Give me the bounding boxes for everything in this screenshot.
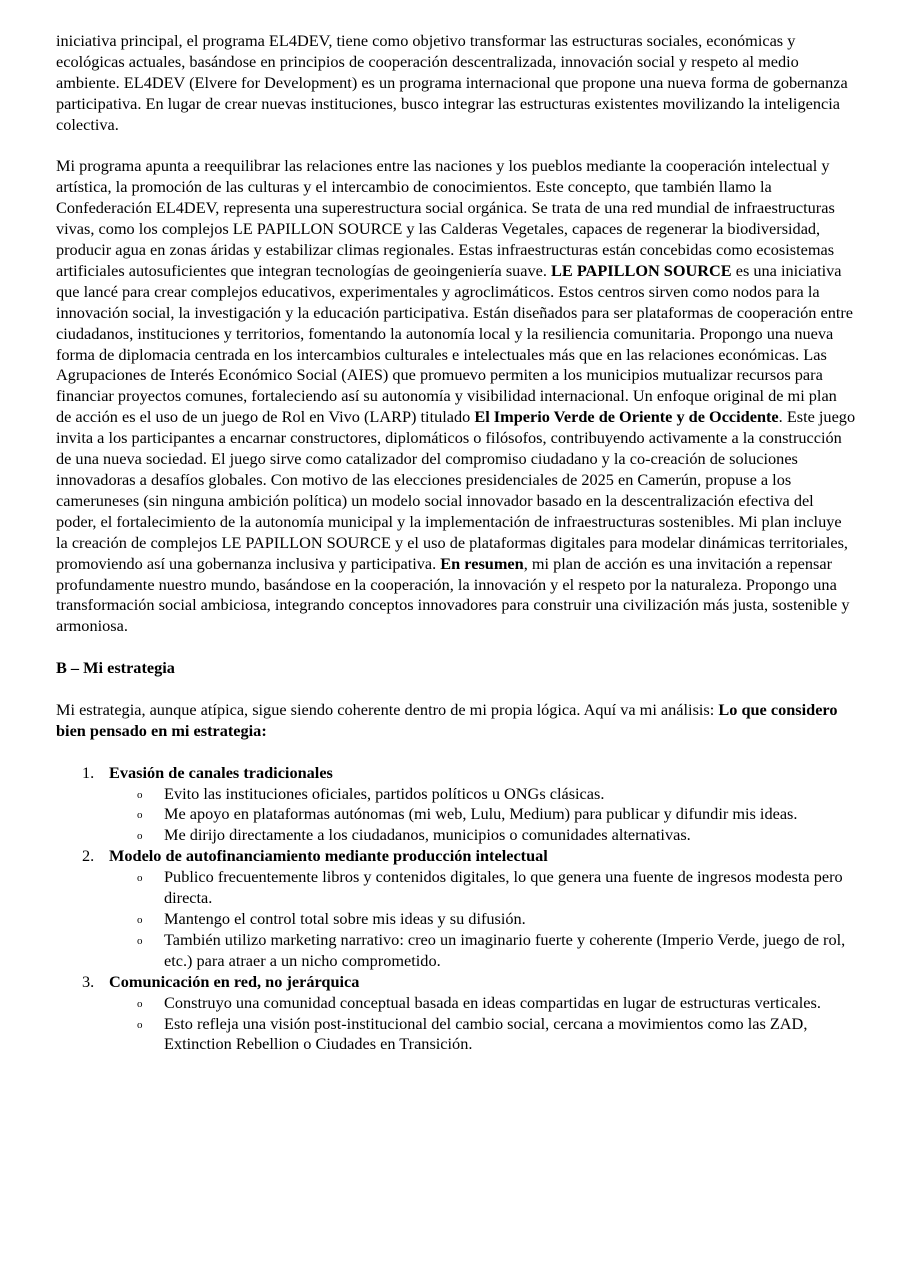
- strategy-list: [56, 763, 856, 1056]
- item-title: Modelo de autofinanciamiento mediante producción intelectual: [109, 846, 548, 866]
- bold-run: LE PAPILLON SOURCE: [551, 260, 732, 280]
- bullet-icon: o: [137, 934, 143, 947]
- sub-list-item: [109, 993, 856, 1014]
- sub-list-text: También utilizo marketing narrativo: creo un imaginario fuerte y coherente (Imperio Verde, juego de rol, etc.) para atraer a un nicho comprometido.: [164, 929, 846, 970]
- sub-list-text: Evito las instituciones oficiales, partidos políticos u ONGs clásicas.: [164, 783, 605, 803]
- strategy-intro: [56, 700, 856, 742]
- spacer: [56, 679, 856, 700]
- spacer: [56, 742, 856, 763]
- spacer: [56, 136, 856, 157]
- sub-list: [109, 993, 856, 1056]
- bullet-icon: o: [137, 997, 143, 1010]
- text-run: iniciativa principal, el programa EL4DEV, tiene como objetivo transformar las estructuras sociales, económicas y ecológicas actuales, basándose en principios de cooperación descentralizada, innovación social y respeto al medio ambiente. EL4DEV (Elvere for Development) es un programa internacional que propone una nueva forma de gobernanza participativa. En lugar de crear nuevas instituciones, busco integrar las estructuras existentes movilizando la inteligencia colectiva.: [56, 31, 848, 134]
- sub-list-item: [109, 867, 856, 909]
- sub-list: [109, 784, 856, 847]
- bullet-icon: o: [137, 872, 143, 885]
- body-paragraphs: [56, 31, 856, 637]
- sub-list-item: [109, 909, 856, 930]
- strategy-intro-bold: Lo que considero bien pensado en mi estrategia:: [56, 699, 838, 740]
- strategy-intro-text: Mi estrategia, aunque atípica, sigue siendo coherente dentro de mi propia lógica. Aquí va mi análisis:: [56, 699, 719, 719]
- item-title: Evasión de canales tradicionales: [109, 762, 333, 782]
- bullet-icon: o: [137, 830, 143, 843]
- bullet-icon: o: [137, 809, 143, 822]
- bullet-icon: o: [137, 914, 143, 926]
- text-run: , mi plan de acción es una invitación a repensar profundamente nuestro mundo, basándose en la cooperación, la innovación y el respeto por la naturaleza. Propongo una transformación social ambiciosa, integrando conceptos innovadores para construir una civilización más justa, sostenible y armoniosa.: [56, 553, 850, 636]
- text-run: Mi programa apunta a reequilibrar las relaciones entre las naciones y los pueblos mediante la cooperación intelectual y artística, la promoción de las culturas y el intercambio de conocimientos. Este concepto, que también llamo la Confederación EL4DEV, representa una superestructura social orgánica. Se trata de una red mundial de infraestructuras vivas, como los complejos LE PAPILLON SOURCE y las Calderas Vegetales, capaces de regenerar la biodiversidad, producir agua en zonas áridas y estabilizar climas regionales. Estas infraestructuras están concebidas como ecosistemas artificiales autosuficientes que integran tecnologías de geoingeniería suave.: [56, 156, 835, 280]
- bold-run: El Imperio Verde de Oriente y de Occidente: [474, 407, 779, 427]
- sub-list-text: Me apoyo en plataformas autónomas (mi web, Lulu, Medium) para publicar y difundir mis ideas.: [164, 804, 798, 824]
- item-number: 3.: [82, 971, 95, 991]
- sub-list-text: Publico frecuentemente libros y contenidos digitales, lo que genera una fuente de ingresos modesta pero directa.: [164, 867, 843, 908]
- sub-list-text: Esto refleja una visión post-institucional del cambio social, cercana a movimientos como las ZAD, Extinction Rebellion o Ciudades en Transición.: [164, 1013, 808, 1054]
- sub-list-item: [109, 825, 856, 846]
- bullet-icon: o: [137, 788, 143, 801]
- section-heading: B – Mi estrategia: [56, 658, 175, 678]
- item-number: 2.: [82, 846, 95, 866]
- document-page: [56, 31, 856, 1055]
- spacer: [56, 637, 856, 658]
- item-title: Comunicación en red, no jerárquica: [109, 971, 360, 991]
- strategy-item: [56, 846, 856, 971]
- sub-list-item: [109, 804, 856, 825]
- sub-list-text: Construyo una comunidad conceptual basada en ideas compartidas en lugar de estructuras verticales.: [164, 992, 821, 1012]
- body-paragraph: [56, 31, 856, 136]
- strategy-item: [56, 763, 856, 847]
- text-run: es una iniciativa que lancé para crear complejos educativos, experimentales y agroclimáticos. Estos centros sirven como nodos para la innovación social, la investigación y la educación participativa. Están diseñados para ser plataformas de cooperación entre ciudadanos, instituciones y territorios, fomentando la autonomía local y la resiliencia comunitaria. Propongo una nueva forma de diplomacia centrada en los intercambios culturales e intelectuales más que en las relaciones económicas. Las Agrupaciones de Interés Económico Social (AIES) que promuevo permiten a los municipios mutualizar recursos para financiar proyectos comunes, fortaleciendo así su autonomía y visibilidad internacional. Un enfoque original de mi plan de acción es el uso de un juego de Rol en Vivo (LARP) titulado: [56, 260, 854, 427]
- sub-list-text: Mantengo el control total sobre mis ideas y su difusión.: [164, 909, 526, 928]
- sub-list-text: Me dirijo directamente a los ciudadanos, municipios o comunidades alternativas.: [164, 825, 691, 845]
- text-run: . Este juego invita a los participantes a encarnar constructores, diplomáticos o filósofos, contribuyendo activamente a la construcción de una nueva sociedad. El juego sirve como catalizador del compromiso ciudadano y la co-creación de soluciones innovadoras a desafíos globales. Con motivo de las elecciones presidenciales de 2025 en Camerún, propuse a los cameruneses (sin ninguna ambición política) un modelo social innovador basado en la descentralización efectiva del poder, el fortalecimiento de la autonomía municipal y la implementación de infraestructuras sostenibles. Mi plan incluye la creación de complejos LE PAPILLON SOURCE y el uso de plataformas digitales para modelar dinámicas territoriales, promoviendo así una gobernanza inclusiva y participativa.: [56, 407, 856, 573]
- bold-run: En resumen: [440, 553, 524, 573]
- item-number: 1.: [82, 762, 95, 782]
- bullet-icon: o: [137, 1018, 143, 1031]
- body-paragraph: [56, 156, 856, 637]
- sub-list-item: [109, 1014, 856, 1056]
- sub-list-item: [109, 930, 856, 972]
- sub-list: [109, 867, 856, 972]
- strategy-item: [56, 972, 856, 1056]
- sub-list-item: [109, 784, 856, 805]
